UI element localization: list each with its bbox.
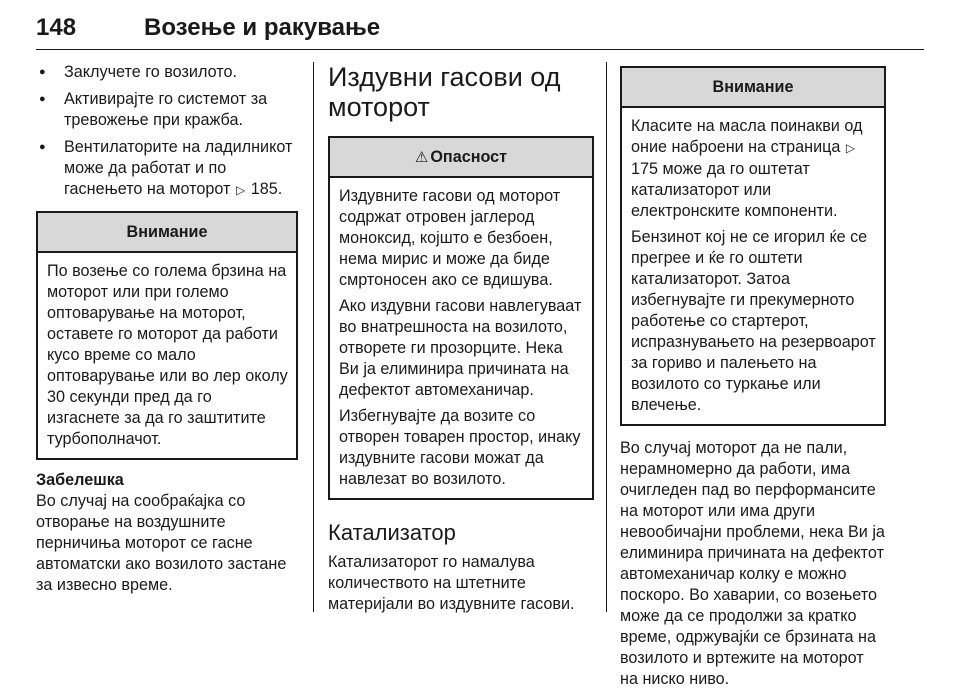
notice-box-body xyxy=(622,108,884,424)
warning-triangle-icon: ⚠ xyxy=(414,149,429,166)
notice-paragraph xyxy=(631,116,876,222)
notice-box xyxy=(620,66,886,426)
column-divider xyxy=(313,62,314,612)
danger-paragraph: Избегнувајте да возите со отворен товарен простор, инаку издувните гасови можат да навлезат во возилото. xyxy=(339,407,581,488)
bullet-item xyxy=(36,137,298,201)
page-number: 148 xyxy=(36,14,77,41)
bullet-text: Вентилаторите на ладилникот може да работат и по гаснењето на моторот xyxy=(64,138,293,198)
page-reference-link[interactable]: 175 xyxy=(631,160,659,178)
danger-box-body xyxy=(330,178,592,498)
notice-box-title: Внимание xyxy=(38,213,296,253)
bullet-text: Заклучете го возилото. xyxy=(64,63,237,81)
page-reference-arrow-icon: ▷ xyxy=(845,141,856,155)
notice-box-body xyxy=(38,253,296,458)
column-2 xyxy=(328,62,594,615)
danger-paragraph: Издувните гасови од моторот содржат отровен јаглерод моноксид, којшто е безбоен, нема мирис и може да биде смртоносен ако се вдишува. xyxy=(339,187,561,289)
note-text: Во случај на сообраќајка со отворање на воздушните перничиња моторот се гасне автоматски ако возилото застане за извесно време. xyxy=(36,492,287,594)
notice-box-title: Внимание xyxy=(622,68,884,108)
page-header xyxy=(36,0,924,50)
section-title: Возење и ракување xyxy=(144,14,381,41)
body-paragraph: Катализаторот го намалува количеството на штетните материјали во издувните гасови. xyxy=(328,553,575,613)
page-reference-arrow-icon: ▷ xyxy=(235,183,246,197)
bullet-item xyxy=(36,62,298,83)
note-title: Забелешка xyxy=(36,471,124,489)
subsection-heading: Катализатор xyxy=(328,520,456,545)
column-3 xyxy=(620,66,886,690)
notice-text: По возење со голема брзина на моторот или при големо оптоварување на моторот, оставете го моторот да работи кусо време со мало оптоварување или во лер околу 30 секунди пред да го изгаснете за да го заштитите турбополначот. xyxy=(47,262,288,448)
notice-paragraph: Бензинот кој не се игорил ќе се прегрее и ќе го оштети катализаторот. Затоа избегнувајте ги прекумерното работење со стартерот, испразнувањето на резервоарот за гориво и палењето на возилото со туркање или влечење. xyxy=(631,228,876,414)
notice-text: Класите на масла поинакви од оние наброени на страница xyxy=(631,117,863,156)
danger-box xyxy=(328,136,594,500)
header-rule xyxy=(36,49,924,50)
bullet-text: Активирајте го системот за тревожење при кражба. xyxy=(64,90,268,129)
column-divider xyxy=(606,62,607,612)
page-reference-link[interactable]: 185. xyxy=(250,180,283,198)
danger-box-title: Опасност xyxy=(430,148,508,166)
notice-text: може да го оштетат катализаторот или електронските компоненти. xyxy=(631,160,838,220)
danger-paragraph: Ако издувни гасови навлегуваат во внатрешноста на возилото, отворете ги прозорците. Нека Ви ја елиминира причината на дефектот автомеханичар. xyxy=(339,297,582,399)
body-paragraph: Во случај моторот да не пали, нерамномерно да работи, има очигледен пад во перформансите на моторот или има други невообичајни проблеми, нека Ви ја елиминира причината на дефектот автомеханичар колку е можно поскоро. Во хаварии, со возењето може да се продолжи за кратко време, одржувајќи се брзината на возилото и вртежите на моторот на ниско ниво. xyxy=(620,439,885,688)
danger-box-header xyxy=(330,138,592,178)
section-heading: Издувни гасови од моторот xyxy=(328,62,561,122)
bullet-item xyxy=(36,89,298,131)
column-1 xyxy=(36,62,298,596)
bullet-list xyxy=(36,62,298,201)
notice-box xyxy=(36,211,298,460)
